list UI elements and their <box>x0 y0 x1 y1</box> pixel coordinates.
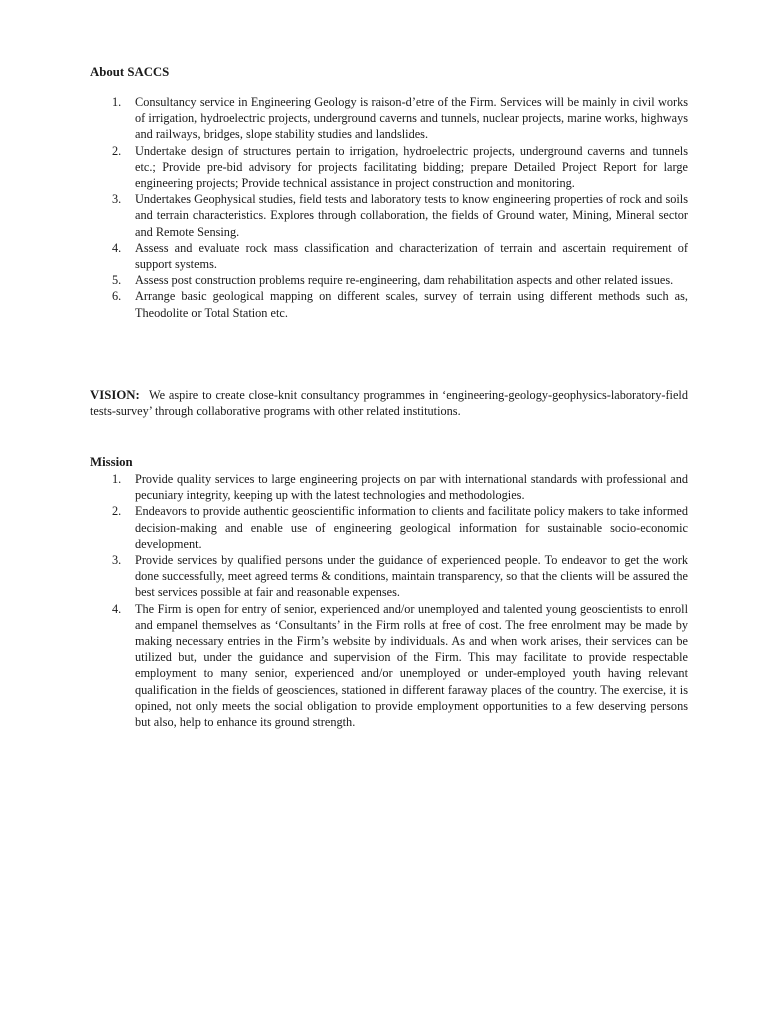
list-number: 3. <box>112 553 122 568</box>
list-item <box>90 503 688 552</box>
list-number: 3. <box>112 192 122 207</box>
list-item <box>90 471 688 503</box>
list-item <box>90 288 688 320</box>
vision-statement <box>90 387 688 419</box>
list-item <box>90 601 688 731</box>
about-list <box>90 94 688 321</box>
list-text: Consultancy service in Engineering Geology is raison-d’etre of the Firm. Services will be mainly in civil works of irrigation, hydroelectric projects, underground caverns and tunnels, nuclear projects, marine works, highways and railways, bridges, slope stability studies and landslides. <box>135 95 688 142</box>
list-number: 2. <box>112 504 122 519</box>
list-text: Undertake design of structures pertain to irrigation, hydroelectric projects, underground caverns and tunnels etc.; Provide pre-bid advisory for projects facilitating bidding; prepare Detailed Project Report for large engineering projects; Provide technical assistance in project construction and monitoring. <box>135 143 688 191</box>
vision-label: VISION: <box>90 388 140 402</box>
list-number: 6. <box>112 289 122 304</box>
list-text: Provide quality services to large engineering projects on par with international standards with professional and pecuniary integrity, keeping up with the latest technologies and methodologies. <box>135 472 688 503</box>
list-text: Arrange basic geological mapping on different scales, survey of terrain using different methods such as, Theodolite or Total Station etc. <box>135 289 688 320</box>
list-item <box>90 272 688 288</box>
list-number: 5. <box>112 273 122 288</box>
mission-list <box>90 471 688 730</box>
list-item <box>90 240 688 272</box>
about-heading: About SACCS <box>90 65 170 79</box>
list-item <box>90 552 688 601</box>
list-item <box>90 191 688 240</box>
list-number: 2. <box>112 143 122 158</box>
list-number: 1. <box>112 472 122 486</box>
vision-text: We aspire to create close-knit consultancy programmes in ‘engineering-geology-geophysics-laboratory-field tests-survey’ through collaborative programs with other related institutions. <box>90 388 688 419</box>
list-item <box>90 94 688 143</box>
mission-heading: Mission <box>90 455 133 469</box>
list-text: Endeavors to provide authentic geoscientific information to clients and facilitate policy makers to take informed decision-making and enable use of engineering geological information for sustainable socio-economic development. <box>135 504 688 551</box>
list-text: Assess post construction problems require re-engineering, dam rehabilitation aspects and other related issues. <box>135 273 674 288</box>
list-number: 4. <box>112 601 122 616</box>
list-number: 4. <box>112 240 122 255</box>
list-text: The Firm is open for entry of senior, experienced and/or unemployed and talented young geoscientists to enroll and empanel themselves as ‘Consultants’ in the Firm rolls at free of cost. The free enrolment may be made by making necessary entries in the Firm’s website by individuals. As and when work arises, their services can be utilized but, under the guidance and supervision of the Firm. This may facilitate to provide respectable employment to many senior, experienced and/or unemployed or under-employed youth having relevant qualification in the fields of geosciences, stationed in different faraway places of the country. The exercise, it is opined, not only meets the social obligation to provide employment opportunities to a few deserving persons but also, help to enhance its ground strength. <box>135 601 688 730</box>
list-number: 1. <box>112 95 122 109</box>
list-text: Undertakes Geophysical studies, field tests and laboratory tests to know engineering properties of rock and soils and terrain characteristics. Explores through collaboration, the fields of Ground water, Mining, Mineral sector and Remote Sensing. <box>135 192 688 239</box>
list-text: Provide services by qualified persons under the guidance of experienced people. To endeavor to get the work done successfully, meet agreed terms & conditions, maintain transparency, so that the clients will be assured the best services possible at fair and reasonable expenses. <box>135 553 688 600</box>
list-item <box>90 143 688 192</box>
list-text: Assess and evaluate rock mass classification and characterization of terrain and ascertain requirement of support systems. <box>135 240 688 272</box>
